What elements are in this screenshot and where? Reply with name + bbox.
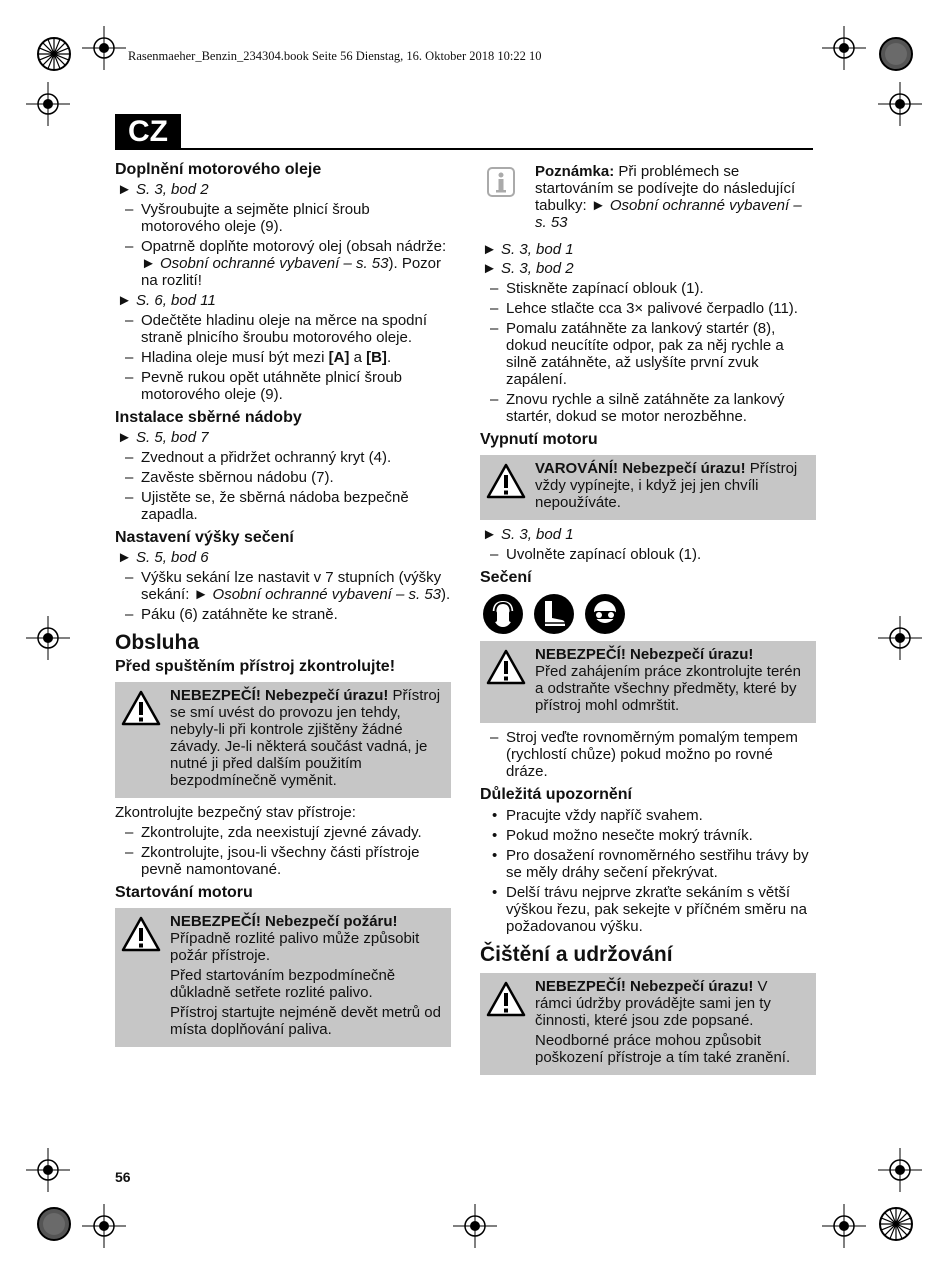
registration-mark-icon [26, 82, 70, 126]
danger-text: V rámci údržby provádějte sami jen ty činnosti, které jsou zde popsané. [535, 978, 771, 1029]
safety-goggles-icon [584, 593, 626, 635]
ear-protection-icon [482, 593, 524, 635]
danger-box [115, 682, 451, 798]
chapter-heading: Obsluha [115, 631, 200, 654]
cross-reference[interactable]: Osobní ochranné vybavení – s. 53 [535, 197, 802, 231]
section-heading: Startování motoru [115, 884, 253, 901]
note-text: Při problémech se startováním se podívejte do následující tabulky: [535, 163, 796, 214]
instruction-list [115, 312, 451, 403]
registration-mark-icon [82, 1204, 126, 1248]
gray-dot-mark-icon [878, 36, 914, 72]
section-heading: Instalace sběrné nádoby [115, 409, 302, 426]
danger-box [115, 908, 451, 1047]
section-heading: Před spuštěním přístroj zkontrolujte! [115, 658, 396, 675]
registration-mark-icon [26, 616, 70, 660]
warning-triangle-icon [486, 981, 526, 1017]
danger-text: Přístroj startujte nejméně devět metrů od místa doplňování paliva. [170, 1004, 441, 1038]
danger-title: NEBEZPEČÍ! Nebezpečí úrazu! [170, 687, 389, 704]
figure-reference: ► S. 6, bod 11 [117, 292, 216, 309]
list-item: – Ujistěte se, že sběrná nádoba bezpečně zapadla. [115, 489, 451, 523]
figure-reference: ► S. 3, bod 1 [482, 526, 574, 543]
paragraph: Zkontrolujte bezpečný stav přístroje: [115, 804, 356, 821]
registration-mark-icon [82, 26, 126, 70]
note-box: Poznámka: Při problémech se startováním se podívejte do následující tabulky: ► Osobní ochranné vybavení – s. 53 [480, 160, 816, 235]
instruction-list [115, 201, 451, 289]
instruction-list [480, 729, 816, 780]
warning-box [480, 455, 816, 520]
tips-list [480, 807, 816, 935]
starburst-mark-icon [36, 36, 72, 72]
section-heading: Nastavení výšky sečení [115, 529, 294, 546]
instruction-list [480, 280, 816, 425]
figure-reference: ► S. 3, bod 2 [482, 260, 574, 277]
list-item: • Pracujte vždy napříč svahem. [480, 807, 816, 824]
safety-boots-icon [533, 593, 575, 635]
list-item: • Pokud možno nesečte mokrý trávník. [480, 827, 816, 844]
figure-reference: ► S. 5, bod 7 [117, 429, 209, 446]
instruction-list [115, 449, 451, 523]
list-item: – Stroj veďte rovnoměrným pomalým tempem (rychlostí chůze) pokud možno po rovné dráze. [480, 729, 816, 780]
left-column [115, 158, 451, 1053]
danger-title: NEBEZPEČÍ! Nebezpečí úrazu! [535, 646, 754, 663]
danger-title: NEBEZPEČÍ! Nebezpečí požáru! [170, 913, 398, 930]
list-item: – Zkontrolujte, jsou-li všechny části přístroje pevně namontované. [115, 844, 451, 878]
danger-text: Přístroj se smí uvést do provozu jen tehdy, nebyly-li při kontrole zjištěny žádné závady. Je-li některá součást vadná, je nutné ji před dalším použitím bezpodmínečně vyměnit. [170, 687, 441, 789]
right-column [480, 158, 816, 1081]
ppe-icon-row [482, 593, 816, 635]
section-heading: Důležitá upozornění [480, 786, 632, 803]
info-note-icon [486, 166, 516, 198]
list-item: – Hladina oleje musí být mezi [A] a [B]. [115, 349, 451, 366]
list-item: – Stiskněte zapínací oblouk (1). [480, 280, 816, 297]
registration-mark-icon [878, 82, 922, 126]
list-item: – Pevně rukou opět utáhněte plnicí šroub motorového oleje (9). [115, 369, 451, 403]
list-item: – Pomalu zatáhněte za lankový startér (8), dokud neucítíte odpor, pak za něj rychle a silně zatáhněte, až uslyšíte první zvuk zapálení. [480, 320, 816, 388]
danger-box [480, 973, 816, 1075]
instruction-list [115, 824, 451, 878]
danger-text: Neodborné práce mohou způsobit poškození přístroje a tím také zranění. [535, 1032, 791, 1066]
list-item: – Zkontrolujte, zda neexistují zjevné závady. [115, 824, 451, 841]
warning-triangle-icon [121, 690, 161, 726]
instruction-list [115, 569, 451, 623]
list-item: – Zvednout a přidržet ochranný kryt (4). [115, 449, 451, 466]
warning-text: Přístroj vždy vypínejte, i když jej jen chvíli nepoužíváte. [535, 460, 798, 511]
note-title: Poznámka: [535, 163, 615, 180]
registration-mark-icon [453, 1204, 497, 1248]
list-item: – Vyšroubujte a sejměte plnicí šroub motorového oleje (9). [115, 201, 451, 235]
danger-box [480, 641, 816, 723]
section-heading: Vypnutí motoru [480, 431, 598, 448]
page-number: 56 [115, 1169, 131, 1185]
starburst-mark-icon [878, 1206, 914, 1242]
section-heading: Doplnění motorového oleje [115, 161, 322, 178]
warning-triangle-icon [486, 649, 526, 685]
list-item: • Pro dosažení rovnoměrného sestřihu trávy by se měly dráhy sečení překrývat. [480, 847, 816, 881]
gray-dot-mark-icon [36, 1206, 72, 1242]
list-item: – Uvolněte zapínací oblouk (1). [480, 546, 816, 563]
list-item: – Lehce stlačte cca 3× palivové čerpadlo (11). [480, 300, 816, 317]
danger-text: Před startováním bezpodmínečně důkladně setřete rozlité palivo. [170, 967, 396, 1001]
registration-mark-icon [878, 1148, 922, 1192]
cross-reference[interactable]: Osobní ochranné vybavení – s. 53 [212, 586, 442, 603]
list-item: – Páku (6) zatáhněte ke straně. [115, 606, 451, 623]
danger-text: Případně rozlité palivo může způsobit požár přístroje. [170, 930, 420, 964]
danger-title: NEBEZPEČÍ! Nebezpečí úrazu! [535, 978, 754, 995]
instruction-list [480, 546, 816, 563]
registration-mark-icon [26, 1148, 70, 1192]
warning-triangle-icon [121, 916, 161, 952]
section-heading: Sečení [480, 569, 532, 586]
registration-mark-icon [822, 1204, 866, 1248]
figure-reference: ► S. 3, bod 1 [482, 241, 574, 258]
header-rule [181, 148, 813, 150]
chapter-heading: Čištění a udržování [480, 943, 673, 966]
list-item: – Znovu rychle a silně zatáhněte za lankový startér, dokud se motor nerozběhne. [480, 391, 816, 425]
list-item: – Odečtěte hladinu oleje na měrce na spodní straně plnicího šroubu motorového oleje. [115, 312, 451, 346]
cross-reference[interactable]: Osobní ochranné vybavení – s. 53 [160, 255, 389, 272]
figure-reference: ► S. 3, bod 2 [117, 181, 209, 198]
list-item: – Opatrně doplňte motorový olej (obsah nádrže: ► Osobní ochranné vybavení – s. 53). Pozor na rozlití! [115, 238, 451, 289]
running-head: Rasenmaeher_Benzin_234304.book Seite 56 Dienstag, 16. Oktober 2018 10:22 10 [128, 49, 542, 63]
warning-triangle-icon [486, 463, 526, 499]
list-item: – Zavěste sběrnou nádobu (7). [115, 469, 451, 486]
list-item: • Delší trávu nejprve zkraťte sekáním s větší výškou řezu, pak sekejte v příčném směru na požadovanou výšku. [480, 884, 816, 935]
figure-reference: ► S. 5, bod 6 [117, 549, 209, 566]
registration-mark-icon [822, 26, 866, 70]
list-item: – Výšku sekání lze nastavit v 7 stupních (výšky sekání: ► Osobní ochranné vybavení – s. 53). [115, 569, 451, 603]
warning-title: VAROVÁNÍ! Nebezpečí úrazu! [535, 460, 746, 477]
language-badge: CZ [115, 114, 181, 150]
danger-text: Před zahájením práce zkontrolujte terén a odstraňte všechny předměty, které by přístroj mohl odmrštit. [535, 663, 801, 714]
registration-mark-icon [878, 616, 922, 660]
